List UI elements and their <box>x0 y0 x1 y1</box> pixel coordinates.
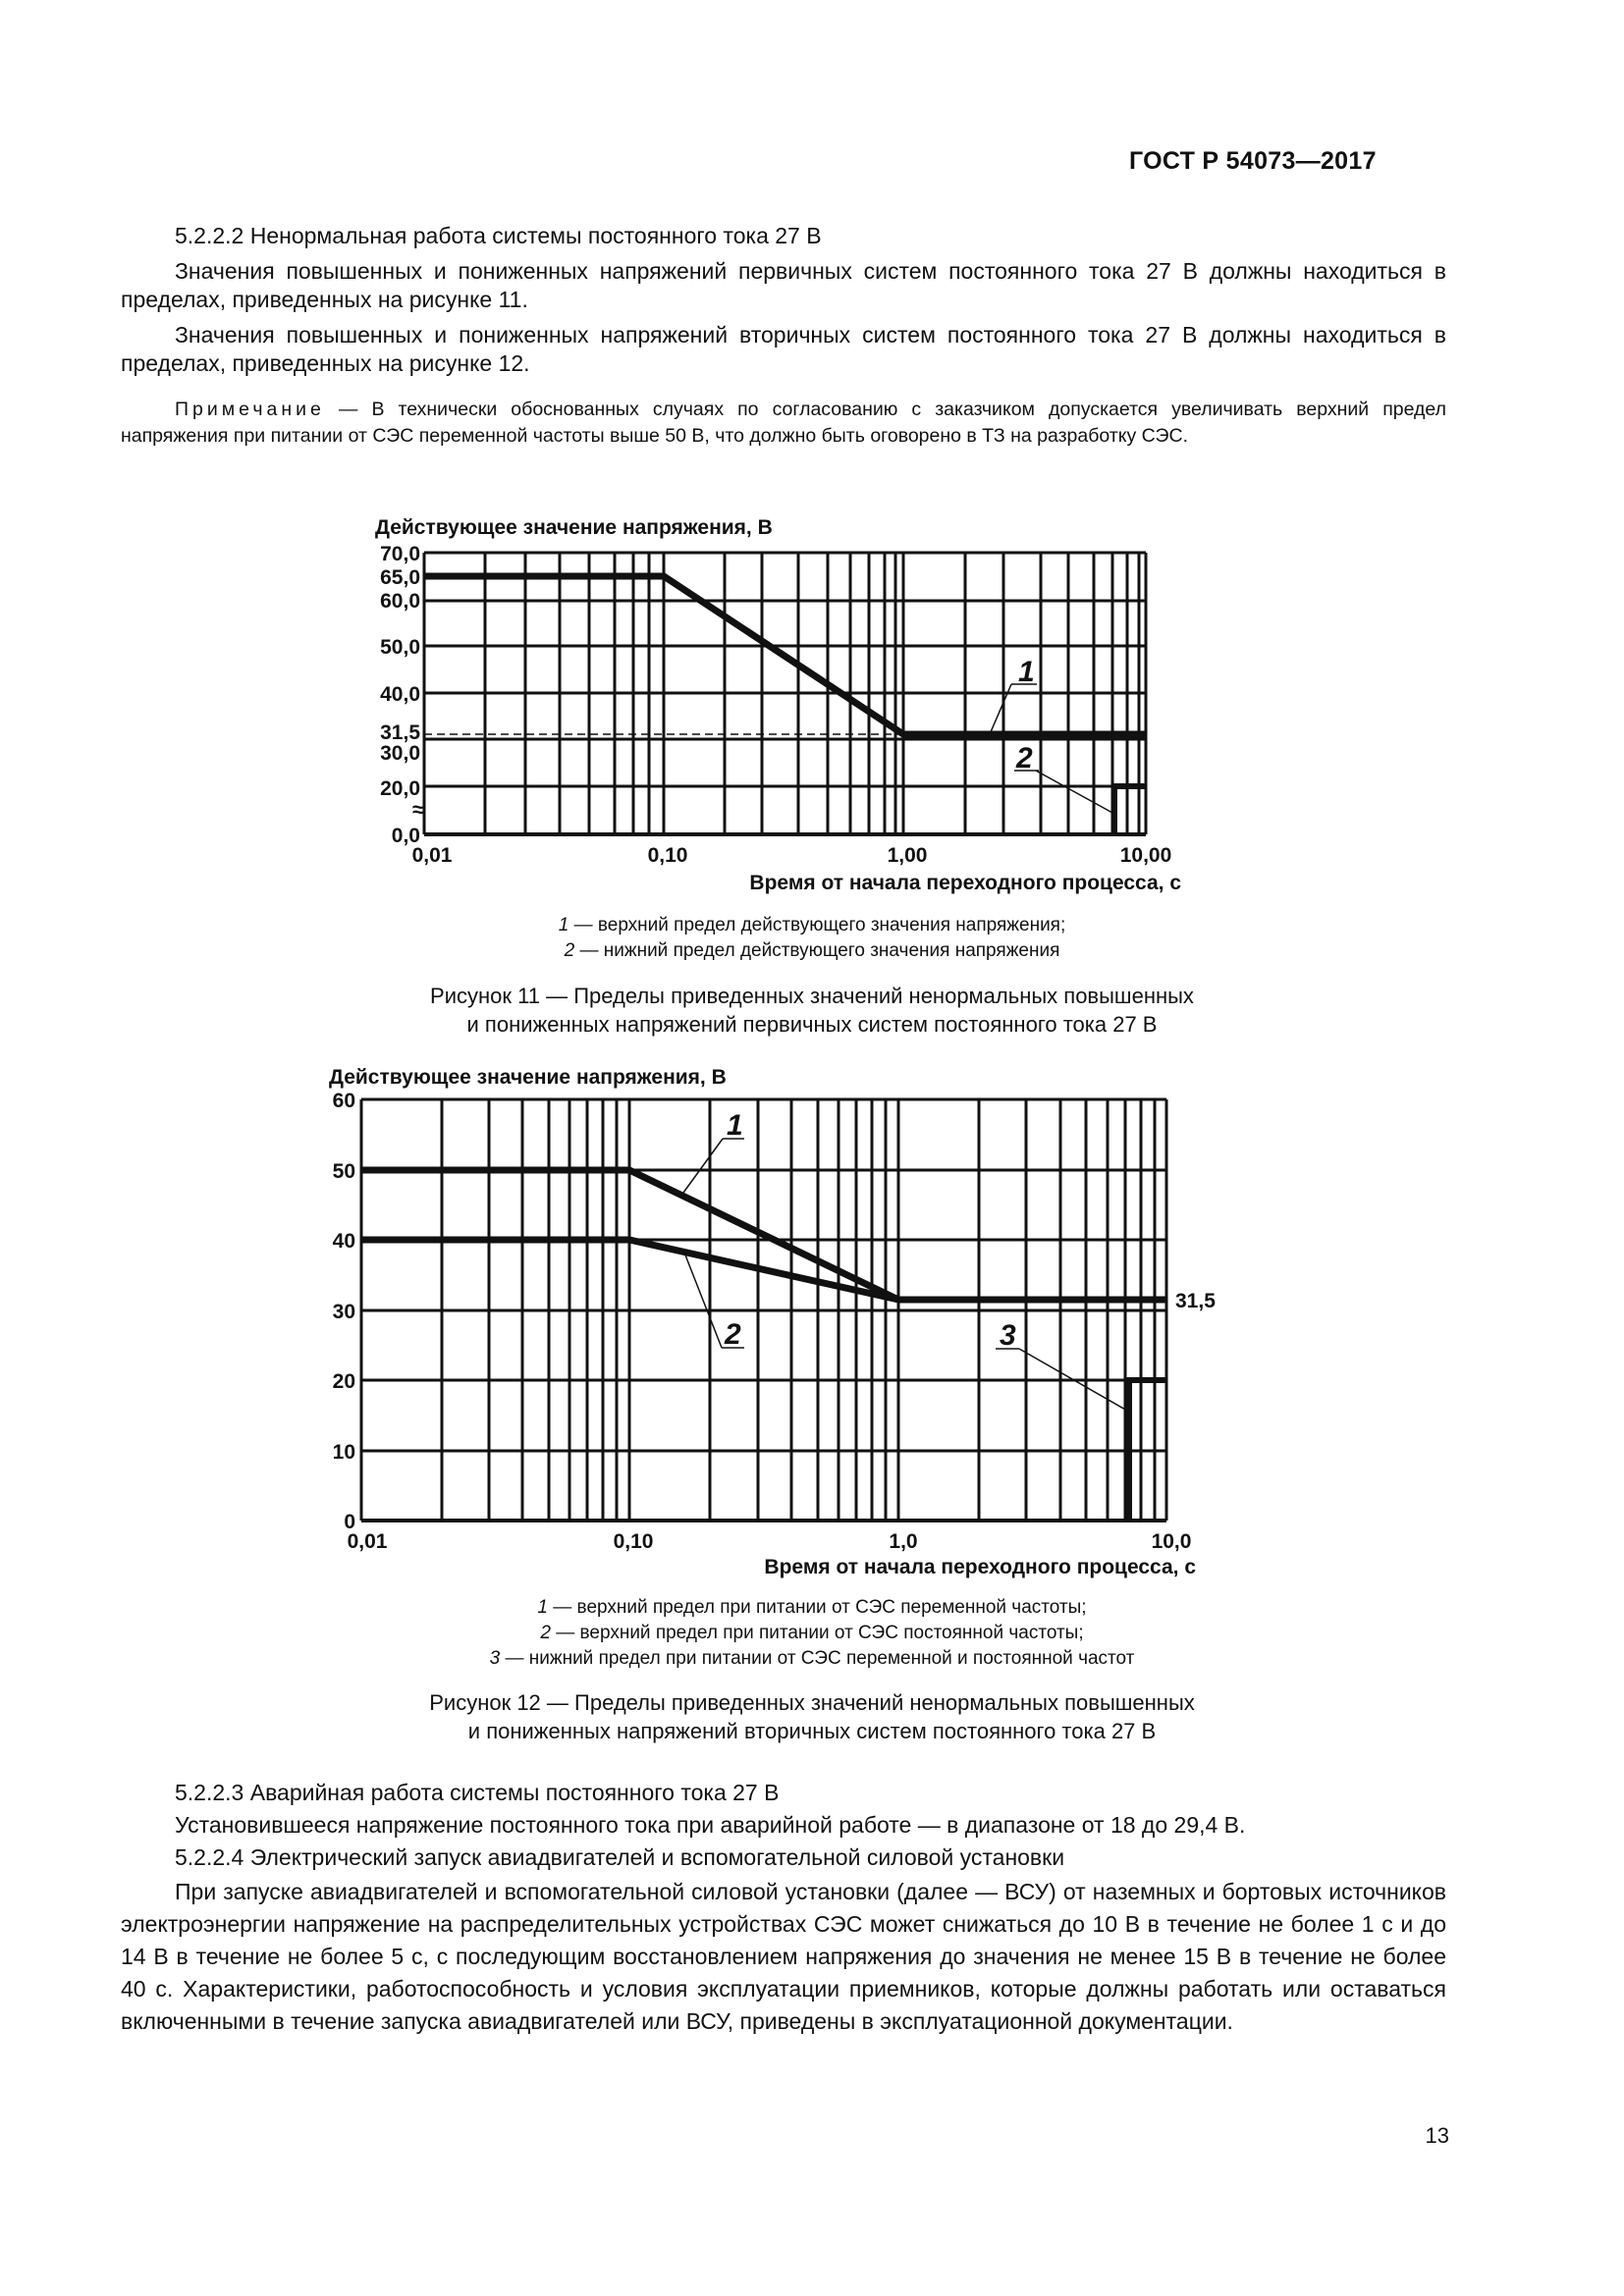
figure12-ylabel: Действующее значение напряжения, В <box>329 1066 727 1089</box>
figure12-chart <box>0 1041 1624 1590</box>
paragraph-emergency-voltage: Установившееся напряжение постоянного тока при аварийной работе — в диапазоне от 18 до 29,4 В. <box>175 1812 1246 1838</box>
paragraph-engine-start: При запуске авиадвигателей и вспомогательной силовой установки (далее — ВСУ) от наземных и бортовых источников электроэнергии напряжение на распределительных устройствах СЭС может снижаться до 10 В в течение не более 1 с и до 14 В в течение не более 5 с, с последующим восстановлением напряжения до значения не менее 15 В в течение не более 40 с. Характеристики, работоспособность и условия эксплуатации приемников, которые должны работать или оставаться включенными в течение запуска авиадвигателей или ВСУ, приведены в эксплуатационной документации. <box>121 1879 1446 2034</box>
svg-text:65,0: 65,0 <box>380 566 420 589</box>
section-heading-5223: 5.2.2.3 Аварийная работа системы постоянного тока 27 В <box>175 1780 780 1805</box>
note-text: — В технически обоснованных случаях по согласованию с заказчиком допускается увеличивать верхний предел напряжения при питании от СЭС переменной частоты выше 50 В, что должно быть оговорено в ТЗ на разработку СЭС. <box>121 399 1446 447</box>
figure12-x-ticks <box>348 1530 1192 1553</box>
svg-text:20,0: 20,0 <box>380 777 420 800</box>
figure12-legend <box>0 1595 1624 1672</box>
figure11-curve-2 <box>1114 786 1146 834</box>
figure12-y-ticks <box>333 1090 355 1533</box>
note-label: Примечание <box>175 399 325 420</box>
svg-text:70,0: 70,0 <box>380 543 420 565</box>
figure11-x-ticks <box>412 844 1172 867</box>
page-number: 13 <box>1425 2123 1449 2148</box>
section-heading-5222: 5.2.2.2 Ненормальная работа системы постоянного тока 27 В <box>175 223 822 248</box>
figure12-legend-item-2: 2 — верхний предел при питании от СЭС постоянной частоты; <box>540 1623 1084 1643</box>
svg-text:40: 40 <box>332 1230 355 1253</box>
svg-text:10: 10 <box>332 1441 355 1464</box>
document-id: ГОСТ Р 54073—2017 <box>1129 147 1377 175</box>
figure12-curve-1 <box>361 1170 1166 1300</box>
svg-text:30,0: 30,0 <box>380 742 420 765</box>
figure12-label-1: 1 <box>727 1109 743 1142</box>
svg-text:0,01: 0,01 <box>411 844 453 867</box>
paragraph-secondary-systems: Значения повышенных и пониженных напряжений вторичных систем постоянного тока 27 В должны находиться в пределах, приведенных на рисунке 12. <box>121 322 1446 376</box>
figure12-legend-item-3: 3 — нижний предел при питании от СЭС переменной и постоянной частот <box>489 1648 1135 1669</box>
section-heading-5224: 5.2.2.4 Электрический запуск авиадвигателей и вспомогательной силовой установки <box>175 1844 1065 1870</box>
svg-text:31,5: 31,5 <box>380 721 420 744</box>
svg-text:20: 20 <box>332 1370 355 1393</box>
figure11-legend-item-2: 2 — нижний предел действующего значения напряжения <box>564 940 1060 961</box>
figure12-label-3: 3 <box>1000 1319 1016 1352</box>
figure12-caption: Рисунок 12 — Пределы приведенных значений ненормальных повышенных и пониженных напряжений вторичных систем постоянного тока 27 В <box>429 1690 1195 1743</box>
figure11-legend <box>0 913 1624 964</box>
svg-text:0,0: 0,0 <box>391 825 420 847</box>
axis-break-icon: ≈ <box>412 797 425 822</box>
figure11-chart <box>0 0 1624 923</box>
paragraph-primary-systems: Значения повышенных и пониженных напряжений первичных систем постоянного тока 27 В должны находиться в пределах, приведенных на рисунке 11. <box>121 258 1446 312</box>
svg-text:60: 60 <box>332 1090 355 1112</box>
figure12-annotation-31-5: 31,5 <box>1175 1290 1216 1312</box>
svg-text:60,0: 60,0 <box>380 590 420 613</box>
figure12-legend-item-1: 1 — верхний предел при питании от СЭС переменной частоты; <box>537 1597 1087 1618</box>
svg-text:1,00: 1,00 <box>887 844 928 867</box>
figure11-ylabel: Действующее значение напряжения, В <box>375 516 773 539</box>
svg-text:10,00: 10,00 <box>1119 844 1172 867</box>
figure11-label-2: 2 <box>1016 742 1033 774</box>
svg-text:1,0: 1,0 <box>889 1530 918 1553</box>
figure11-grid <box>424 553 1146 834</box>
figure11-xlabel: Время от начала переходного процесса, с <box>749 872 1181 894</box>
figure12-xlabel: Время от начала переходного процесса, с <box>764 1556 1196 1578</box>
svg-text:50,0: 50,0 <box>380 636 420 659</box>
figure11-caption: Рисунок 11 — Пределы приведенных значений ненормальных повышенных и пониженных напряжений первичных систем постоянного тока 27 В <box>430 984 1194 1037</box>
figure11-legend-item-1: 1 — верхний предел действующего значения напряжения; <box>558 915 1066 935</box>
svg-text:0: 0 <box>344 1511 355 1533</box>
svg-text:30: 30 <box>332 1301 355 1323</box>
svg-text:0,10: 0,10 <box>647 844 688 867</box>
svg-text:40,0: 40,0 <box>380 683 420 706</box>
figure12-grid <box>361 1099 1166 1521</box>
svg-text:10,0: 10,0 <box>1151 1530 1192 1553</box>
svg-text:50: 50 <box>332 1160 355 1183</box>
svg-text:0,10: 0,10 <box>613 1530 654 1553</box>
figure11-label-1: 1 <box>1018 656 1035 688</box>
figure12-label-2: 2 <box>725 1318 741 1351</box>
svg-text:0,01: 0,01 <box>347 1530 388 1553</box>
